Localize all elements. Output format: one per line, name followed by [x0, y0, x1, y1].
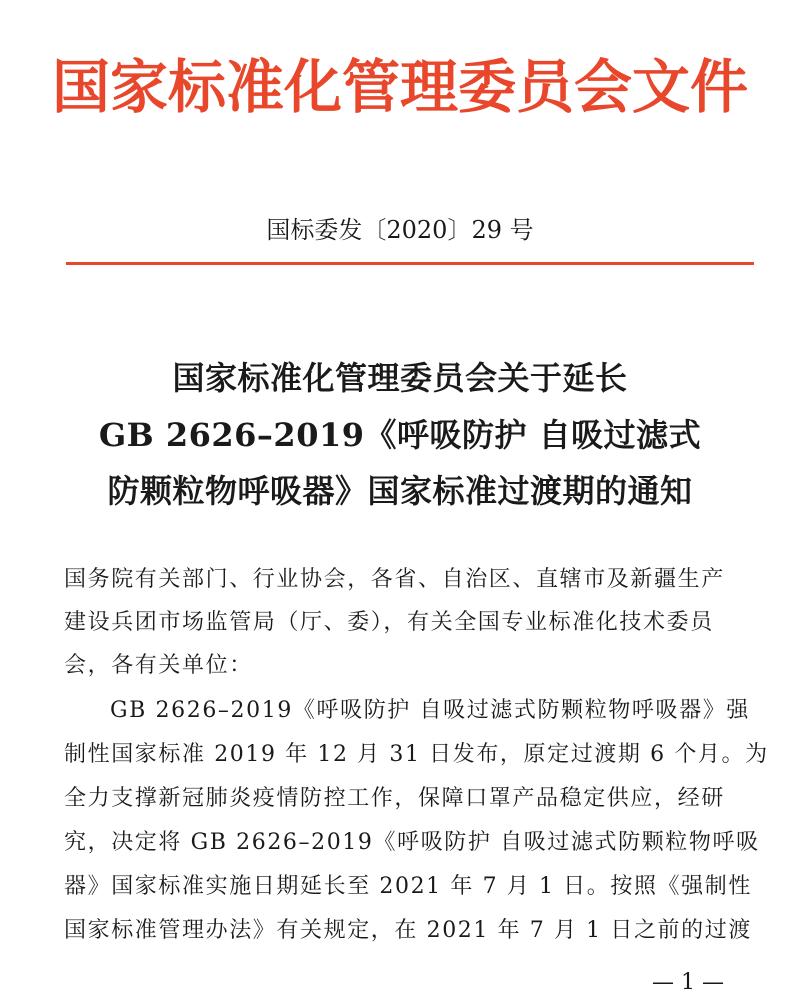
red-separator-line [66, 262, 754, 265]
body-line-2: 建设兵团市场监管局（厅、委），有关全国专业标准化技术委员 [64, 610, 714, 635]
notice-title-line-2: GB 2626–2019《呼吸防护 自吸过滤式 [98, 416, 702, 454]
body-line-4: GB 2626–2019《呼吸防护 自吸过滤式防颗粒物呼吸器》强 [110, 698, 750, 723]
body-line-9: 国家标准管理办法》有关规定，在 2021 年 7 月 1 日之前的过渡 [64, 918, 752, 943]
body-line-1: 国务院有关部门、行业协会，各省、自治区、直辖市及新疆生产 [64, 567, 725, 592]
body-line-8: 器》国家标准实施日期延长至 2021 年 7 月 1 日。按照《强制性 [64, 874, 752, 899]
masthead-title: 国家标准化管理委员会文件 [51, 53, 748, 121]
document-number: 国标委发〔2020〕29 号 [266, 216, 534, 244]
body-line-7: 究，决定将 GB 2626–2019《呼吸防护 自吸过滤式防颗粒物呼吸 [64, 830, 760, 855]
body-line-3: 会，各有关单位： [64, 653, 253, 678]
notice-title-line-3: 防颗粒物呼吸器》国家标准过渡期的通知 [107, 472, 693, 510]
body-line-6: 全力支撑新冠肺炎疫情防控工作，保障口罩产品稳定供应，经研 [64, 786, 725, 811]
notice-title-line-1: 国家标准化管理委员会关于延长 [172, 359, 628, 397]
body-line-5: 制性国家标准 2019 年 12 月 31 日发布，原定过渡期 6 个月。为 [64, 742, 769, 767]
page-number: — 1 — [652, 970, 724, 995]
